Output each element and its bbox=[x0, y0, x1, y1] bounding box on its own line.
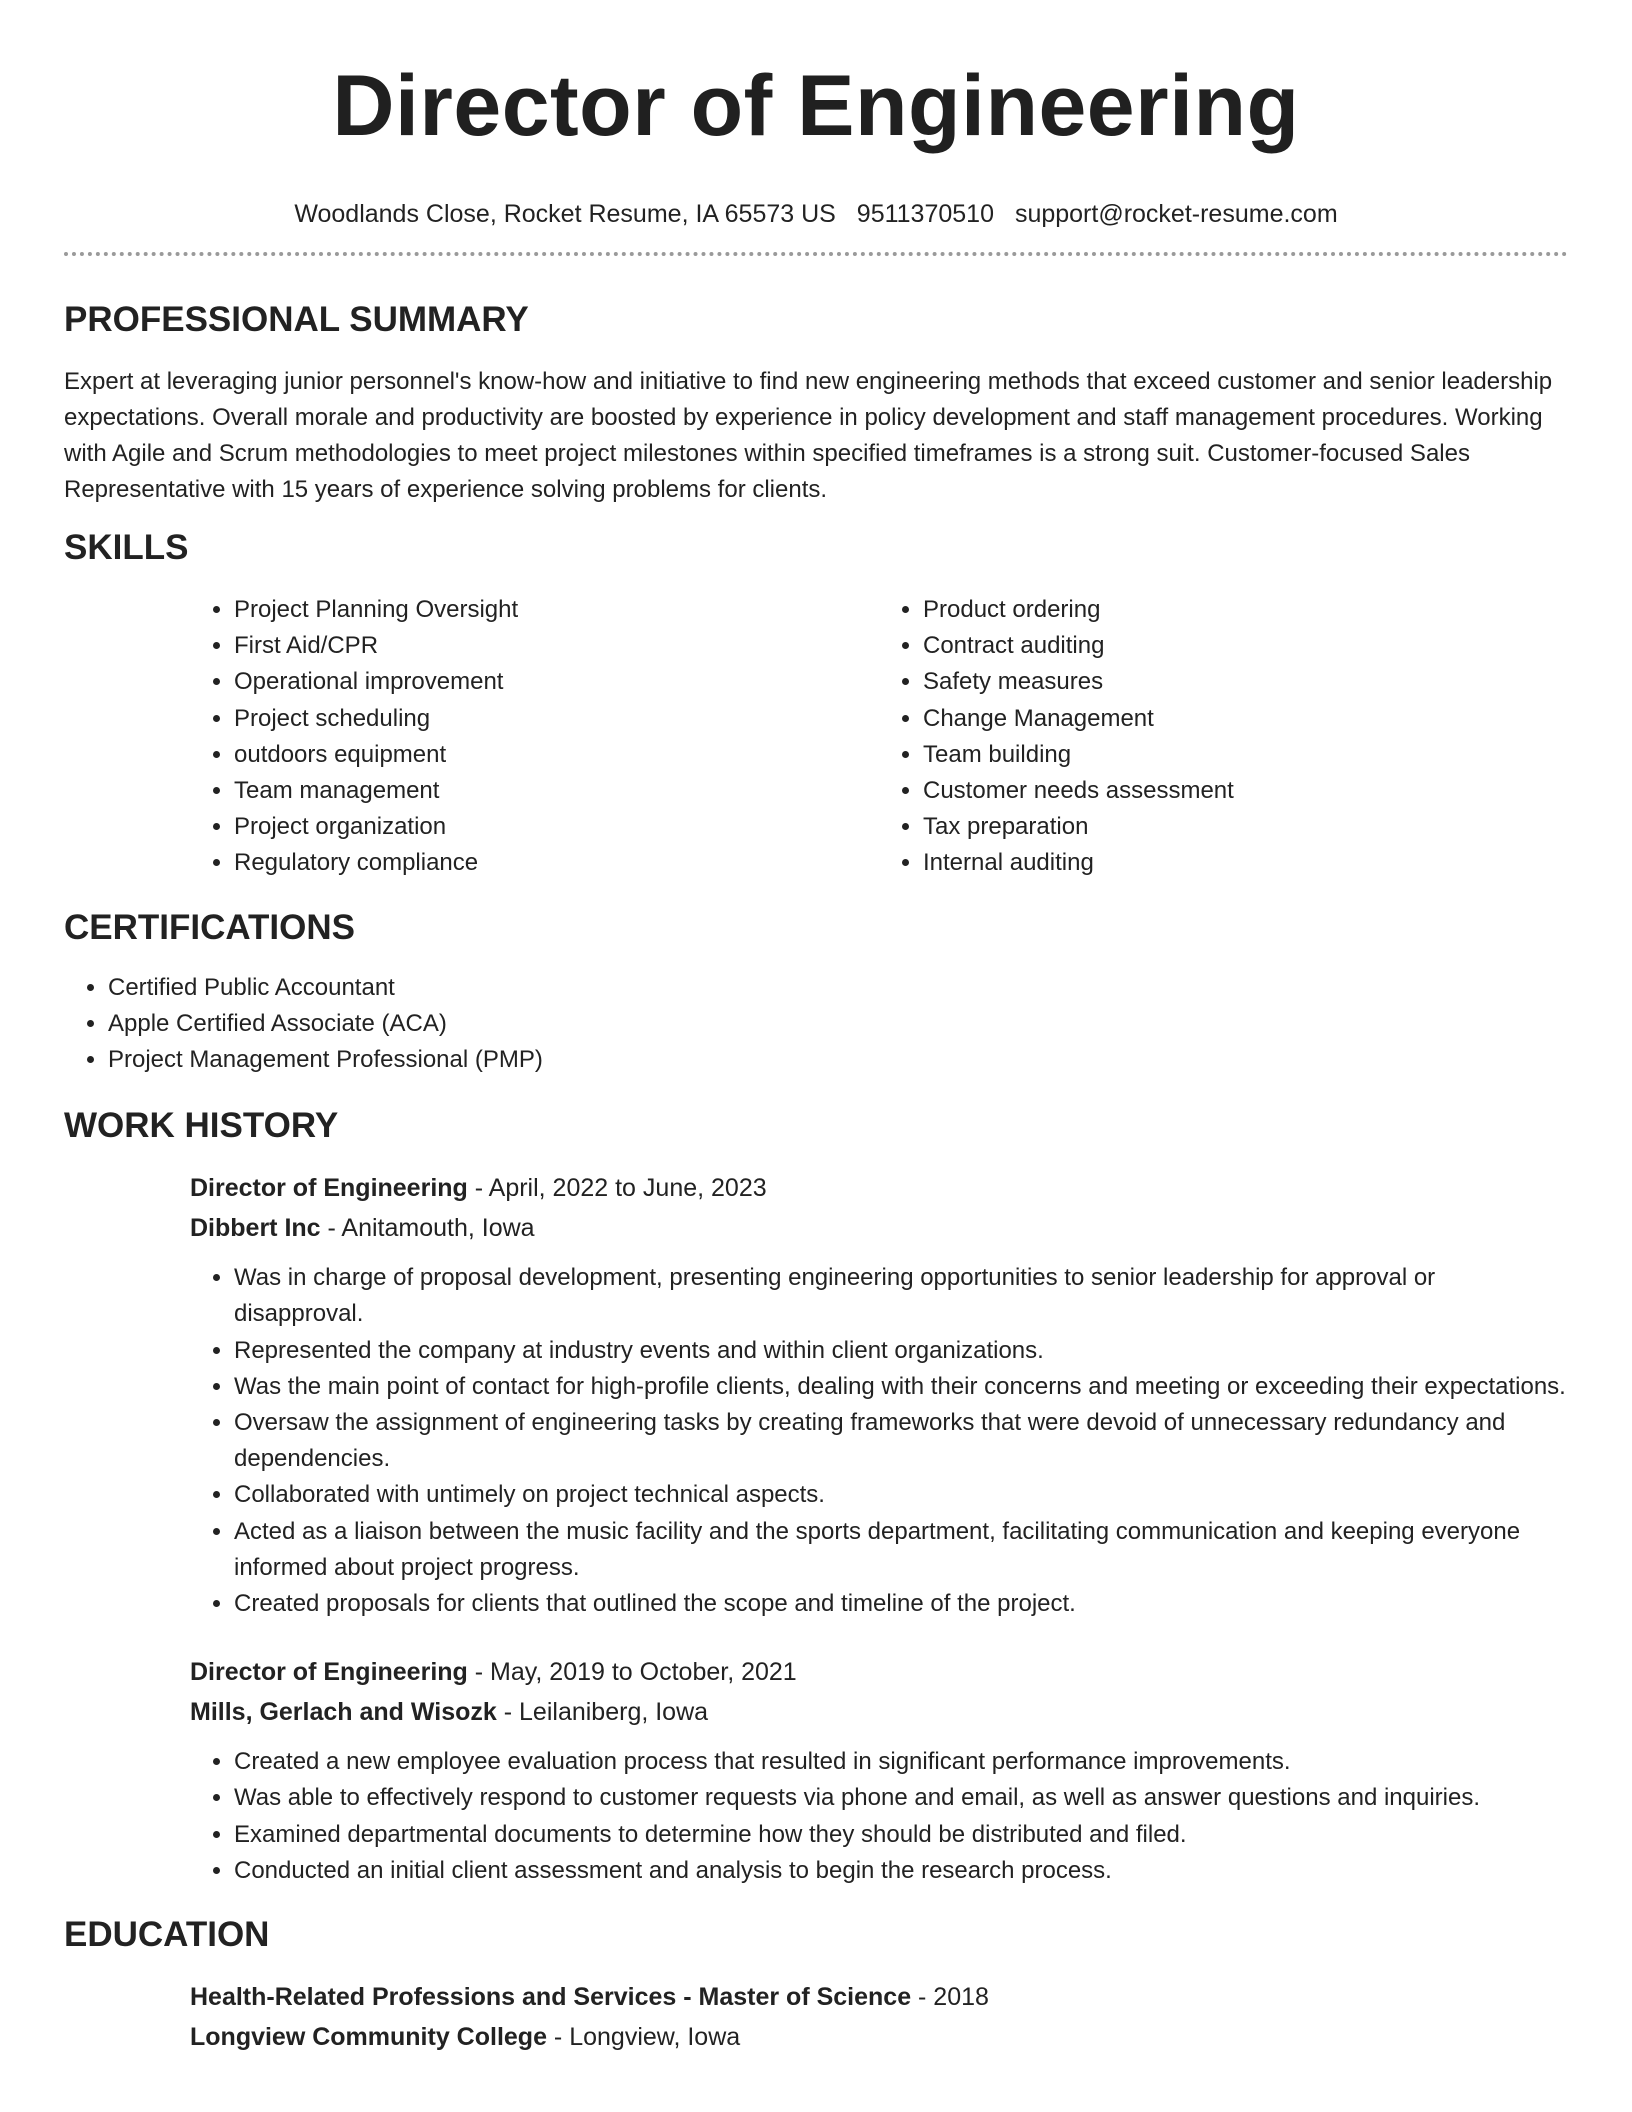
job-duty: • Represented the company at industry events and within client organizations. bbox=[234, 1333, 1568, 1369]
work-history-section bbox=[64, 1106, 1568, 1889]
job-duty: • Was in charge of proposal development, presenting engineering opportunities to senior leadership for approval or disapproval. bbox=[234, 1260, 1568, 1332]
education-degree-line bbox=[190, 1977, 1568, 2017]
skill-item: • Internal auditing bbox=[923, 845, 1568, 881]
resume-name-title: Director of Engineering bbox=[332, 58, 1300, 154]
certifications-list bbox=[64, 970, 1568, 1079]
skill-item: • Customer needs assessment bbox=[923, 773, 1568, 809]
job-duty: • Collaborated with untimely on project technical aspects. bbox=[234, 1477, 1568, 1513]
skill-item: • Change Management bbox=[923, 701, 1568, 737]
job-title-line bbox=[190, 1168, 1568, 1208]
job-title-line bbox=[190, 1652, 1568, 1692]
certification-item: • Project Management Professional (PMP) bbox=[108, 1042, 1568, 1078]
skill-item: • Project organization bbox=[234, 809, 879, 845]
education-year: - 2018 bbox=[911, 1983, 989, 2012]
certification-item: • Apple Certified Associate (ACA) bbox=[108, 1006, 1568, 1042]
section-title-education: EDUCATION bbox=[64, 1915, 270, 1955]
job-dates: - April, 2022 to June, 2023 bbox=[467, 1174, 767, 1203]
skill-item: • Project Planning Oversight bbox=[234, 592, 879, 628]
contact-email: support@rocket-resume.com bbox=[1014, 200, 1338, 228]
job-location: - Anitamouth, Iowa bbox=[320, 1214, 535, 1243]
education-degree: Health-Related Professions and Services - Master of Science bbox=[190, 1983, 912, 2012]
education-school-line bbox=[190, 2017, 1568, 2057]
job-duties-list bbox=[190, 1260, 1568, 1622]
job-duty: • Was the main point of contact for high-profile clients, dealing with their concerns and meeting or exceeding their expectations. bbox=[234, 1369, 1568, 1405]
skill-item: • Operational improvement bbox=[234, 664, 879, 700]
skill-item: • Project scheduling bbox=[234, 701, 879, 737]
section-title-work-history: WORK HISTORY bbox=[64, 1106, 339, 1146]
header-divider bbox=[64, 252, 1568, 256]
contact-line bbox=[64, 198, 1568, 230]
job-duty: • Oversaw the assignment of engineering tasks by creating frameworks that were devoid of unnecessary redundancy and dependencies. bbox=[234, 1405, 1568, 1477]
job-entry bbox=[190, 1652, 1568, 1889]
job-entry bbox=[190, 1168, 1568, 1622]
job-dates: - May, 2019 to October, 2021 bbox=[467, 1658, 797, 1687]
skills-columns bbox=[190, 592, 1568, 882]
skills-list-left bbox=[190, 592, 879, 882]
summary-text: Expert at leveraging junior personnel's know-how and initiative to find new engineering methods that exceed customer and senior leadership expectations. Overall morale and productivity are boosted by experience in policy development and staff management procedures. Working with Agile and Scrum methodologies to meet project milestones within specified timeframes is a strong suit. Customer-focused Sales Representative with 15 years of experience solving problems for clients. bbox=[64, 368, 1553, 503]
skill-item: • Tax preparation bbox=[923, 809, 1568, 845]
skill-item: • First Aid/CPR bbox=[234, 628, 879, 664]
education-entry bbox=[190, 1977, 1568, 2057]
job-company-line bbox=[190, 1692, 1568, 1732]
job-duty: • Created a new employee evaluation process that resulted in significant performance improvements. bbox=[234, 1744, 1568, 1780]
section-title-certifications: CERTIFICATIONS bbox=[64, 907, 356, 947]
contact-phone: 9511370510 bbox=[856, 200, 994, 228]
skill-item: • Team management bbox=[234, 773, 879, 809]
skills-section bbox=[64, 528, 1568, 882]
education-school: Longview Community College bbox=[190, 2023, 547, 2052]
job-duty: • Acted as a liaison between the music facility and the sports department, facilitating communication and keeping everyone informed about project progress. bbox=[234, 1514, 1568, 1586]
job-location: - Leilaniberg, Iowa bbox=[496, 1698, 709, 1727]
skill-item: • Contract auditing bbox=[923, 628, 1568, 664]
summary-section bbox=[64, 300, 1568, 508]
job-duty: • Conducted an initial client assessment and analysis to begin the research process. bbox=[234, 1853, 1568, 1889]
skill-item: • Regulatory compliance bbox=[234, 845, 879, 881]
skill-item: • Team building bbox=[923, 737, 1568, 773]
job-company: Dibbert Inc bbox=[190, 1214, 321, 1243]
job-duty: • Was able to effectively respond to customer requests via phone and email, as well as answer questions and inquiries. bbox=[234, 1780, 1568, 1816]
contact-address: Woodlands Close, Rocket Resume, IA 65573 US bbox=[294, 200, 836, 228]
job-role: Director of Engineering bbox=[190, 1174, 468, 1203]
job-duty: • Examined departmental documents to determine how they should be distributed and filed. bbox=[234, 1817, 1568, 1853]
job-duty: • Created proposals for clients that outlined the scope and timeline of the project. bbox=[234, 1586, 1568, 1622]
job-company-line bbox=[190, 1208, 1568, 1248]
education-location: - Longview, Iowa bbox=[546, 2023, 741, 2052]
certifications-section bbox=[64, 908, 1568, 1079]
section-title-skills: SKILLS bbox=[64, 528, 189, 567]
job-company: Mills, Gerlach and Wisozk bbox=[190, 1698, 497, 1727]
skill-item: • Product ordering bbox=[923, 592, 1568, 628]
skills-list-right bbox=[879, 592, 1568, 882]
job-role: Director of Engineering bbox=[190, 1658, 468, 1687]
resume-page bbox=[64, 0, 1568, 2057]
skill-item: • outdoors equipment bbox=[234, 737, 879, 773]
education-section bbox=[64, 1915, 1568, 2057]
job-duties-list bbox=[190, 1744, 1568, 1889]
skill-item: • Safety measures bbox=[923, 664, 1568, 700]
section-title-summary: PROFESSIONAL SUMMARY bbox=[64, 300, 529, 339]
certification-item: • Certified Public Accountant bbox=[108, 970, 1568, 1006]
